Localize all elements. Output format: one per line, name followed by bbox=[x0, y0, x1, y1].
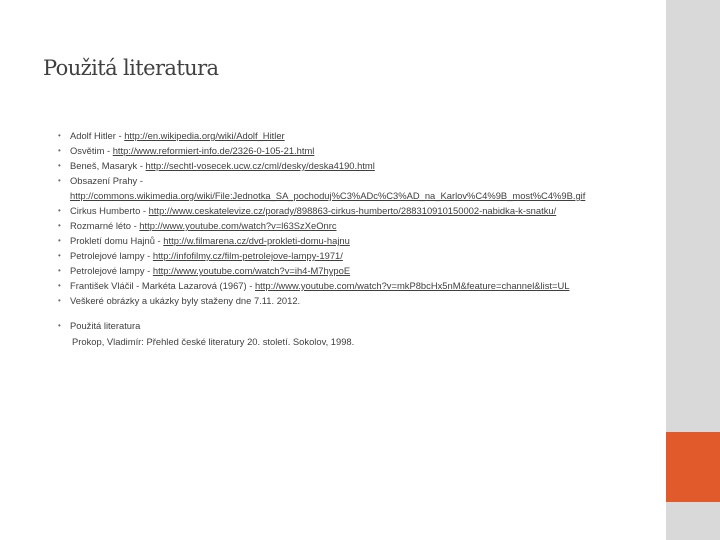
bullet-icon: • bbox=[58, 131, 61, 140]
bullet-icon: • bbox=[58, 221, 61, 230]
list-item bbox=[58, 263, 658, 278]
reference-link[interactable]: http://commons.wikimedia.org/wiki/File:Jednotka_SA_pochoduj%C3%ADc%C3%AD_na_Karlov%C4%9B_most%C4%9B.gif bbox=[70, 190, 586, 201]
literature-entry: Prokop, Vladimír: Přehled české literatury 20. století. Sokolov, 1998. bbox=[72, 336, 355, 347]
list-item bbox=[58, 233, 658, 248]
reference-label: Prokletí domu Hajnů - bbox=[70, 235, 164, 246]
side-bar-accent bbox=[666, 432, 720, 502]
reference-label: Beneš, Masaryk - bbox=[70, 160, 146, 171]
literature-heading: Použitá literatura bbox=[70, 320, 141, 331]
bullet-icon: • bbox=[58, 251, 61, 260]
list-item bbox=[58, 318, 658, 349]
bullet-icon: • bbox=[58, 281, 61, 290]
list-item bbox=[58, 128, 658, 143]
bullet-icon: • bbox=[58, 266, 61, 275]
reference-link[interactable]: http://www.youtube.com/watch?v=ih4-M7hypoE bbox=[152, 265, 351, 276]
list-item bbox=[58, 293, 658, 308]
reference-label: Obsazení Prahy - bbox=[70, 175, 143, 186]
list-item bbox=[58, 218, 658, 233]
list-item bbox=[58, 248, 658, 263]
bullet-icon: • bbox=[58, 176, 61, 185]
reference-label: Rozmarné léto - bbox=[70, 220, 140, 231]
bullet-icon: • bbox=[58, 206, 61, 215]
reference-list bbox=[58, 128, 658, 349]
bullet-icon: • bbox=[58, 296, 61, 305]
list-item bbox=[58, 143, 658, 158]
reference-link[interactable]: http://w.filmarena.cz/dvd-prokleti-domu-hajnu bbox=[163, 235, 350, 246]
list-item bbox=[58, 158, 658, 173]
bullet-icon: • bbox=[58, 146, 61, 155]
reference-label: František Vláčil - Markéta Lazarová (1967) - bbox=[70, 280, 255, 291]
side-bar-top bbox=[666, 0, 720, 432]
list-item bbox=[58, 203, 658, 218]
reference-link[interactable]: http://infofilmy.cz/film-petrolejove-lampy-1971/ bbox=[152, 250, 343, 261]
reference-link[interactable]: http://sechtl-vosecek.ucw.cz/cml/desky/deska4190.html bbox=[145, 160, 375, 171]
reference-link[interactable]: http://www.youtube.com/watch?v=mkP8bcHx5nM&feature=channel&list=UL bbox=[254, 280, 570, 291]
reference-label: Petrolejové lampy - bbox=[70, 265, 153, 276]
slide-title: Použitá literatura bbox=[43, 56, 219, 80]
reference-label: Petrolejové lampy - bbox=[70, 250, 153, 261]
side-bar-bottom bbox=[666, 502, 720, 540]
list-item bbox=[58, 173, 658, 203]
reference-link[interactable]: http://www.youtube.com/watch?v=l63SzXeOnrc bbox=[139, 220, 337, 231]
reference-label: Osvětim - bbox=[70, 145, 113, 156]
reference-link[interactable]: http://www.ceskatelevize.cz/porady/898863-cirkus-humberto/288310910150002-nabidka-k-snatku/ bbox=[148, 205, 557, 216]
reference-link[interactable]: http://en.wikipedia.org/wiki/Adolf_Hitler bbox=[124, 130, 285, 141]
bullet-icon: • bbox=[58, 161, 61, 170]
list-item bbox=[58, 278, 658, 293]
reference-label: Cirkus Humberto - bbox=[70, 205, 149, 216]
bullet-icon: • bbox=[58, 236, 61, 245]
reference-link[interactable]: http://www.reformiert-info.de/2326-0-105-21.html bbox=[112, 145, 315, 156]
reference-label: Adolf Hitler - bbox=[70, 130, 125, 141]
reference-note: Veškeré obrázky a ukázky byly staženy dne 7.11. 2012. bbox=[70, 295, 301, 306]
bullet-icon: • bbox=[58, 321, 61, 330]
